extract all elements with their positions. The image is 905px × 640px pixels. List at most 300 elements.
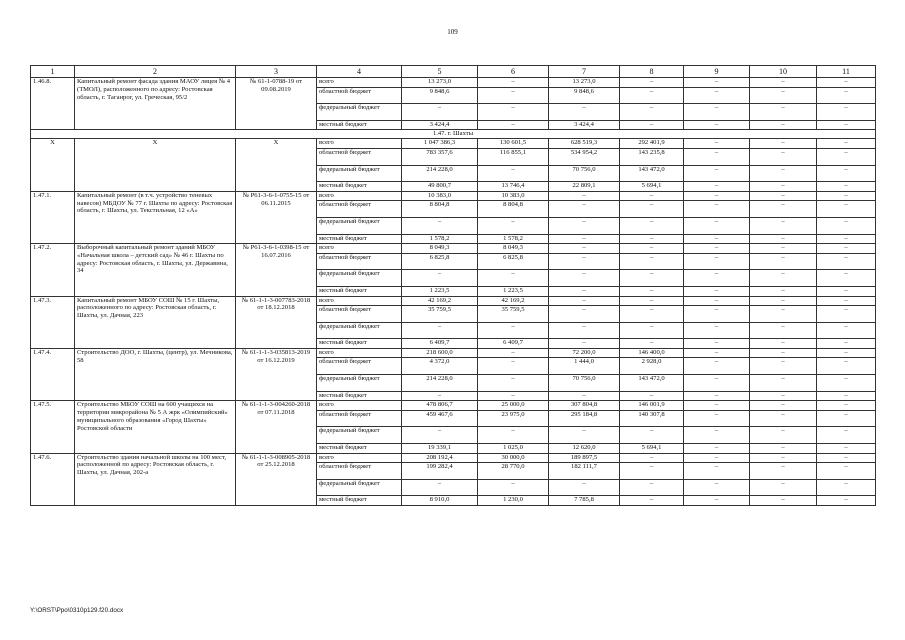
amount-cell: 42 169,2 xyxy=(402,296,478,306)
amount-cell: 478 806,7 xyxy=(402,401,478,411)
amount-cell: – xyxy=(817,401,876,411)
amount-cell: – xyxy=(817,191,876,201)
amount-cell: – xyxy=(817,244,876,254)
amount-cell: – xyxy=(620,391,684,401)
amount-cell: – xyxy=(684,217,750,234)
amount-cell: – xyxy=(402,479,478,496)
amount-cell: – xyxy=(817,182,876,192)
amount-cell: 6 409,7 xyxy=(402,339,478,349)
amount-cell: – xyxy=(750,479,817,496)
column-number: 7 xyxy=(549,66,620,78)
funding-source: областной бюджет xyxy=(317,201,402,218)
amount-cell: 30 000,0 xyxy=(478,453,549,463)
item-name: Х xyxy=(75,139,236,191)
amount-cell: – xyxy=(684,139,750,149)
funding-source: областной бюджет xyxy=(317,253,402,270)
amount-cell: – xyxy=(620,217,684,234)
amount-cell: 307 804,8 xyxy=(549,401,620,411)
amount-cell: 8 049,3 xyxy=(478,244,549,254)
amount-cell: – xyxy=(402,270,478,287)
amount-cell: – xyxy=(817,87,876,104)
amount-cell: – xyxy=(750,286,817,296)
amount-cell: 70 756,0 xyxy=(549,375,620,392)
amount-cell: – xyxy=(750,191,817,201)
amount-cell: – xyxy=(750,139,817,149)
amount-cell: – xyxy=(620,253,684,270)
amount-cell: 214 228,0 xyxy=(402,375,478,392)
amount-cell: – xyxy=(684,391,750,401)
amount-cell: – xyxy=(620,234,684,244)
amount-cell: 1 578,2 xyxy=(478,234,549,244)
amount-cell: – xyxy=(684,120,750,130)
column-number: 9 xyxy=(684,66,750,78)
amount-cell: 146 400,0 xyxy=(620,348,684,358)
item-number: Х xyxy=(31,139,75,191)
amount-cell: – xyxy=(750,270,817,287)
amount-cell: – xyxy=(750,182,817,192)
amount-cell: – xyxy=(549,339,620,349)
amount-cell: – xyxy=(684,427,750,444)
amount-cell: – xyxy=(478,78,549,88)
amount-cell: – xyxy=(817,201,876,218)
amount-cell: – xyxy=(817,427,876,444)
amount-cell: – xyxy=(549,479,620,496)
funding-source: областной бюджет xyxy=(317,463,402,480)
funding-source: федеральный бюджет xyxy=(317,479,402,496)
amount-cell: 22 809,1 xyxy=(549,182,620,192)
amount-cell: – xyxy=(549,427,620,444)
item-number: 1.47.2. xyxy=(31,244,75,296)
amount-cell: – xyxy=(817,306,876,323)
amount-cell: – xyxy=(402,322,478,339)
amount-cell: – xyxy=(750,234,817,244)
funding-source: федеральный бюджет xyxy=(317,104,402,121)
funding-source: федеральный бюджет xyxy=(317,427,402,444)
amount-cell: – xyxy=(478,217,549,234)
item-name: Строительство ДОО, г. Шахты, (центр), ул. Мечникова, 58 xyxy=(75,348,236,400)
amount-cell: – xyxy=(549,322,620,339)
amount-cell: – xyxy=(620,306,684,323)
amount-cell: 292 401,9 xyxy=(620,139,684,149)
amount-cell: – xyxy=(750,339,817,349)
amount-cell: 13 273,0 xyxy=(402,78,478,88)
amount-cell: – xyxy=(478,104,549,121)
amount-cell: – xyxy=(817,348,876,358)
funding-source: всего xyxy=(317,191,402,201)
amount-cell: – xyxy=(817,148,876,165)
amount-cell: 9 848,6 xyxy=(549,87,620,104)
amount-cell: – xyxy=(478,391,549,401)
amount-cell: – xyxy=(750,348,817,358)
amount-cell: – xyxy=(750,244,817,254)
amount-cell: – xyxy=(620,286,684,296)
amount-cell: – xyxy=(478,427,549,444)
amount-cell: 208 192,4 xyxy=(402,453,478,463)
amount-cell: 13 273,0 xyxy=(549,78,620,88)
amount-cell: – xyxy=(478,322,549,339)
amount-cell: – xyxy=(478,375,549,392)
column-number-row xyxy=(31,66,876,78)
amount-cell: – xyxy=(684,358,750,375)
item-name: Выборочный капитальный ремонт зданий МБОУ «Начальная школа – детский сад» № 46 г. Шахты по адресу: Ростовская область, г. Шахты, ул. Державина, 34 xyxy=(75,244,236,296)
amount-cell: – xyxy=(684,479,750,496)
amount-cell: 35 759,5 xyxy=(478,306,549,323)
amount-cell: 1 223,5 xyxy=(402,286,478,296)
amount-cell: – xyxy=(817,234,876,244)
amount-cell: – xyxy=(549,391,620,401)
funding-source: всего xyxy=(317,139,402,149)
amount-cell: – xyxy=(684,348,750,358)
amount-cell: – xyxy=(478,87,549,104)
amount-cell: 8 804,8 xyxy=(402,201,478,218)
amount-cell: – xyxy=(750,496,817,506)
funding-source: местный бюджет xyxy=(317,444,402,454)
amount-cell: 28 770,0 xyxy=(478,463,549,480)
amount-cell: 146 001,9 xyxy=(620,401,684,411)
amount-cell: – xyxy=(620,191,684,201)
amount-cell: – xyxy=(750,322,817,339)
funding-source: федеральный бюджет xyxy=(317,165,402,182)
expertise-document: № 61-1-1-3-004260-2018 от 07.11.2018 xyxy=(236,401,317,453)
funding-source: областной бюджет xyxy=(317,87,402,104)
amount-cell: – xyxy=(478,270,549,287)
amount-cell: 25 000,0 xyxy=(478,401,549,411)
item-name: Капитальный ремонт фасада здания МАОУ лицея № 4 (ТМОЛ), расположенного по адресу: Ростовская область, г. Таганрог, ул. Греческая, 95/2 xyxy=(75,78,236,130)
amount-cell: – xyxy=(549,244,620,254)
item-name: Строительство здания начальной школы на 100 мест, расположенной по адресу: Ростовская область, г. Шахты, ул. Дачная, 202-а xyxy=(75,453,236,505)
item-number: 1.46.8. xyxy=(31,78,75,130)
amount-cell: – xyxy=(817,78,876,88)
expertise-document: Х xyxy=(236,139,317,191)
amount-cell: – xyxy=(549,234,620,244)
amount-cell: 1 230,0 xyxy=(478,496,549,506)
funding-source: местный бюджет xyxy=(317,496,402,506)
funding-source: всего xyxy=(317,453,402,463)
amount-cell: 3 424,4 xyxy=(402,120,478,130)
funding-source: всего xyxy=(317,401,402,411)
amount-cell: – xyxy=(817,286,876,296)
amount-cell: – xyxy=(684,270,750,287)
table-row xyxy=(31,296,876,306)
item-number: 1.47.1. xyxy=(31,191,75,243)
amount-cell: – xyxy=(620,120,684,130)
amount-cell: 2 928,0 xyxy=(620,358,684,375)
amount-cell: 140 307,8 xyxy=(620,410,684,427)
amount-cell: – xyxy=(817,410,876,427)
amount-cell: 9 848,6 xyxy=(402,87,478,104)
amount-cell: – xyxy=(750,148,817,165)
amount-cell: – xyxy=(750,444,817,454)
column-number: 2 xyxy=(75,66,236,78)
amount-cell: – xyxy=(620,270,684,287)
amount-cell: – xyxy=(817,104,876,121)
funding-source: областной бюджет xyxy=(317,306,402,323)
amount-cell: – xyxy=(750,427,817,444)
amount-cell: – xyxy=(684,410,750,427)
item-name: Капитальный ремонт МБОУ СОШ № 15 г. Шахты, расположенного по адресу: Ростовская область, г. Шахты, ул. Дачная, 223 xyxy=(75,296,236,348)
funding-source: местный бюджет xyxy=(317,182,402,192)
column-number: 10 xyxy=(750,66,817,78)
amount-cell: 42 169,2 xyxy=(478,296,549,306)
amount-cell: 5 694,1 xyxy=(620,182,684,192)
amount-cell: 23 975,0 xyxy=(478,410,549,427)
amount-cell: – xyxy=(684,234,750,244)
funding-source: местный бюджет xyxy=(317,120,402,130)
amount-cell: 13 746,4 xyxy=(478,182,549,192)
amount-cell: 49 800,7 xyxy=(402,182,478,192)
amount-cell: – xyxy=(817,444,876,454)
expertise-document: № 61-1-0788-19 от 09.08.2019 xyxy=(236,78,317,130)
amount-cell: – xyxy=(478,120,549,130)
item-number: 1.47.5. xyxy=(31,401,75,453)
amount-cell: – xyxy=(684,148,750,165)
amount-cell: – xyxy=(817,375,876,392)
amount-cell: – xyxy=(620,201,684,218)
amount-cell: 5 694,1 xyxy=(620,444,684,454)
amount-cell: 10 383,0 xyxy=(478,191,549,201)
expertise-document: № 61-1-1-3-008905-2018 от 25.12.2018 xyxy=(236,453,317,505)
amount-cell: – xyxy=(684,104,750,121)
table-row xyxy=(31,401,876,411)
amount-cell: – xyxy=(817,296,876,306)
funding-source: федеральный бюджет xyxy=(317,322,402,339)
amount-cell: – xyxy=(750,165,817,182)
amount-cell: – xyxy=(620,427,684,444)
amount-cell: – xyxy=(620,104,684,121)
amount-cell: – xyxy=(750,375,817,392)
amount-cell: – xyxy=(750,104,817,121)
amount-cell: – xyxy=(684,306,750,323)
amount-cell: – xyxy=(817,165,876,182)
amount-cell: – xyxy=(549,104,620,121)
amount-cell: 10 383,0 xyxy=(402,191,478,201)
amount-cell: – xyxy=(817,358,876,375)
amount-cell: 70 756,0 xyxy=(549,165,620,182)
amount-cell: – xyxy=(620,339,684,349)
amount-cell: 72 200,0 xyxy=(549,348,620,358)
amount-cell: – xyxy=(750,391,817,401)
funding-source: местный бюджет xyxy=(317,339,402,349)
amount-cell: 218 600,0 xyxy=(402,348,478,358)
amount-cell: – xyxy=(620,463,684,480)
amount-cell: – xyxy=(817,391,876,401)
funding-source: областной бюджет xyxy=(317,148,402,165)
amount-cell: – xyxy=(478,358,549,375)
amount-cell: 189 897,5 xyxy=(549,453,620,463)
table-row xyxy=(31,139,876,149)
expertise-document: № Р61-3-6-1-0755-15 от 06.11.2015 xyxy=(236,191,317,243)
amount-cell: – xyxy=(684,453,750,463)
amount-cell: – xyxy=(549,253,620,270)
amount-cell: – xyxy=(620,496,684,506)
amount-cell: – xyxy=(817,339,876,349)
amount-cell: – xyxy=(750,410,817,427)
amount-cell: – xyxy=(620,244,684,254)
amount-cell: 199 282,4 xyxy=(402,463,478,480)
item-name: Строительство МБОУ СОШ на 600 учащихся на территории микрорайона № 5 А жрк «Олимпийский» муниципального образования «Город Шахты» Ростовской области xyxy=(75,401,236,453)
amount-cell: 143 472,0 xyxy=(620,165,684,182)
amount-cell: – xyxy=(684,78,750,88)
amount-cell: – xyxy=(750,358,817,375)
amount-cell: – xyxy=(684,444,750,454)
amount-cell: 143 235,8 xyxy=(620,148,684,165)
amount-cell: 628 519,3 xyxy=(549,139,620,149)
table-row xyxy=(31,244,876,254)
funding-source: федеральный бюджет xyxy=(317,270,402,287)
page-number: 109 xyxy=(447,28,458,36)
amount-cell: – xyxy=(684,496,750,506)
amount-cell: – xyxy=(817,479,876,496)
amount-cell: – xyxy=(620,322,684,339)
amount-cell: 7 785,8 xyxy=(549,496,620,506)
amount-cell: – xyxy=(684,244,750,254)
amount-cell: – xyxy=(478,348,549,358)
amount-cell: – xyxy=(549,191,620,201)
amount-cell: 783 357,6 xyxy=(402,148,478,165)
amount-cell: – xyxy=(817,453,876,463)
amount-cell: – xyxy=(684,296,750,306)
amount-cell: – xyxy=(817,270,876,287)
amount-cell: 4 372,0 xyxy=(402,358,478,375)
expertise-document: № 61-1-1-3-007783-2018 от 18.12.2018 xyxy=(236,296,317,348)
amount-cell: 534 954,2 xyxy=(549,148,620,165)
funding-source: всего xyxy=(317,78,402,88)
amount-cell: – xyxy=(549,217,620,234)
column-number: 8 xyxy=(620,66,684,78)
amount-cell: – xyxy=(817,322,876,339)
amount-cell: – xyxy=(620,296,684,306)
amount-cell: – xyxy=(549,296,620,306)
amount-cell: – xyxy=(750,296,817,306)
file-path-footer: Y:\ORST\Ppo\0310p129.f20.docx xyxy=(30,607,124,614)
amount-cell: 6 825,8 xyxy=(478,253,549,270)
amount-cell: – xyxy=(684,182,750,192)
amount-cell: 1 444,0 xyxy=(549,358,620,375)
amount-cell: – xyxy=(684,165,750,182)
amount-cell: – xyxy=(817,217,876,234)
amount-cell: 35 759,5 xyxy=(402,306,478,323)
amount-cell: – xyxy=(478,479,549,496)
amount-cell: – xyxy=(549,270,620,287)
amount-cell: – xyxy=(620,78,684,88)
amount-cell: – xyxy=(620,479,684,496)
amount-cell: – xyxy=(750,87,817,104)
amount-cell: – xyxy=(684,286,750,296)
amount-cell: 8 804,8 xyxy=(478,201,549,218)
column-number: 11 xyxy=(817,66,876,78)
amount-cell: – xyxy=(684,253,750,270)
amount-cell: 6 409,7 xyxy=(478,339,549,349)
table-row xyxy=(31,191,876,201)
funding-source: федеральный бюджет xyxy=(317,375,402,392)
amount-cell: – xyxy=(620,453,684,463)
column-number: 5 xyxy=(402,66,478,78)
expertise-document: № 61-1-1-3-035813-2019 от 16.12.2019 xyxy=(236,348,317,400)
item-number: 1.47.4. xyxy=(31,348,75,400)
column-number: 3 xyxy=(236,66,317,78)
amount-cell: 1 047 386,3 xyxy=(402,139,478,149)
amount-cell: – xyxy=(817,496,876,506)
amount-cell: 12 620,0 xyxy=(549,444,620,454)
budget-table xyxy=(30,65,876,506)
section-title: 1.47. г. Шахты xyxy=(31,130,876,139)
amount-cell: – xyxy=(684,375,750,392)
funding-source: всего xyxy=(317,296,402,306)
amount-cell: – xyxy=(817,120,876,130)
amount-cell: – xyxy=(750,401,817,411)
amount-cell: – xyxy=(750,306,817,323)
amount-cell: 6 825,8 xyxy=(402,253,478,270)
amount-cell: – xyxy=(750,253,817,270)
amount-cell: – xyxy=(402,104,478,121)
amount-cell: – xyxy=(684,191,750,201)
amount-cell: – xyxy=(750,201,817,218)
table-row xyxy=(31,453,876,463)
amount-cell: – xyxy=(549,306,620,323)
amount-cell: 295 184,8 xyxy=(549,410,620,427)
table-row xyxy=(31,348,876,358)
funding-source: местный бюджет xyxy=(317,234,402,244)
amount-cell: 182 111,7 xyxy=(549,463,620,480)
amount-cell: – xyxy=(750,120,817,130)
table-body xyxy=(31,78,876,506)
funding-source: всего xyxy=(317,348,402,358)
amount-cell: – xyxy=(750,217,817,234)
amount-cell: – xyxy=(750,463,817,480)
item-number: 1.47.6. xyxy=(31,453,75,505)
amount-cell: – xyxy=(684,87,750,104)
amount-cell: – xyxy=(684,339,750,349)
item-name: Капитальный ремонт (в т.ч. устройство теневых навесов) МБДОУ № 77 г. Шахты по адресу: Ростовская область, г. Шахты, ул. Текстильная, 12 «А» xyxy=(75,191,236,243)
amount-cell: 19 339,1 xyxy=(402,444,478,454)
funding-source: федеральный бюджет xyxy=(317,217,402,234)
amount-cell: 1 578,2 xyxy=(402,234,478,244)
funding-source: местный бюджет xyxy=(317,286,402,296)
funding-source: областной бюджет xyxy=(317,358,402,375)
funding-source: местный бюджет xyxy=(317,391,402,401)
column-number: 4 xyxy=(317,66,402,78)
amount-cell: 143 472,0 xyxy=(620,375,684,392)
amount-cell: 214 228,0 xyxy=(402,165,478,182)
amount-cell: – xyxy=(817,253,876,270)
amount-cell: – xyxy=(750,453,817,463)
amount-cell: – xyxy=(684,463,750,480)
amount-cell: – xyxy=(817,139,876,149)
amount-cell: – xyxy=(817,463,876,480)
amount-cell: 3 424,4 xyxy=(549,120,620,130)
amount-cell: – xyxy=(402,217,478,234)
expertise-document: № Р61-3-6-1-0398-15 от 16.07.2016 xyxy=(236,244,317,296)
amount-cell: – xyxy=(750,78,817,88)
amount-cell: – xyxy=(478,165,549,182)
funding-source: областной бюджет xyxy=(317,410,402,427)
amount-cell: 8 910,0 xyxy=(402,496,478,506)
amount-cell: – xyxy=(684,201,750,218)
amount-cell: – xyxy=(549,286,620,296)
amount-cell: 130 601,5 xyxy=(478,139,549,149)
amount-cell: – xyxy=(684,322,750,339)
amount-cell: 1 025,0 xyxy=(478,444,549,454)
amount-cell: – xyxy=(549,201,620,218)
amount-cell: 116 855,1 xyxy=(478,148,549,165)
section-row xyxy=(31,130,876,139)
amount-cell: – xyxy=(402,427,478,444)
amount-cell: – xyxy=(402,391,478,401)
amount-cell: – xyxy=(620,87,684,104)
column-number: 1 xyxy=(31,66,75,78)
item-number: 1.47.3. xyxy=(31,296,75,348)
table-row xyxy=(31,78,876,88)
